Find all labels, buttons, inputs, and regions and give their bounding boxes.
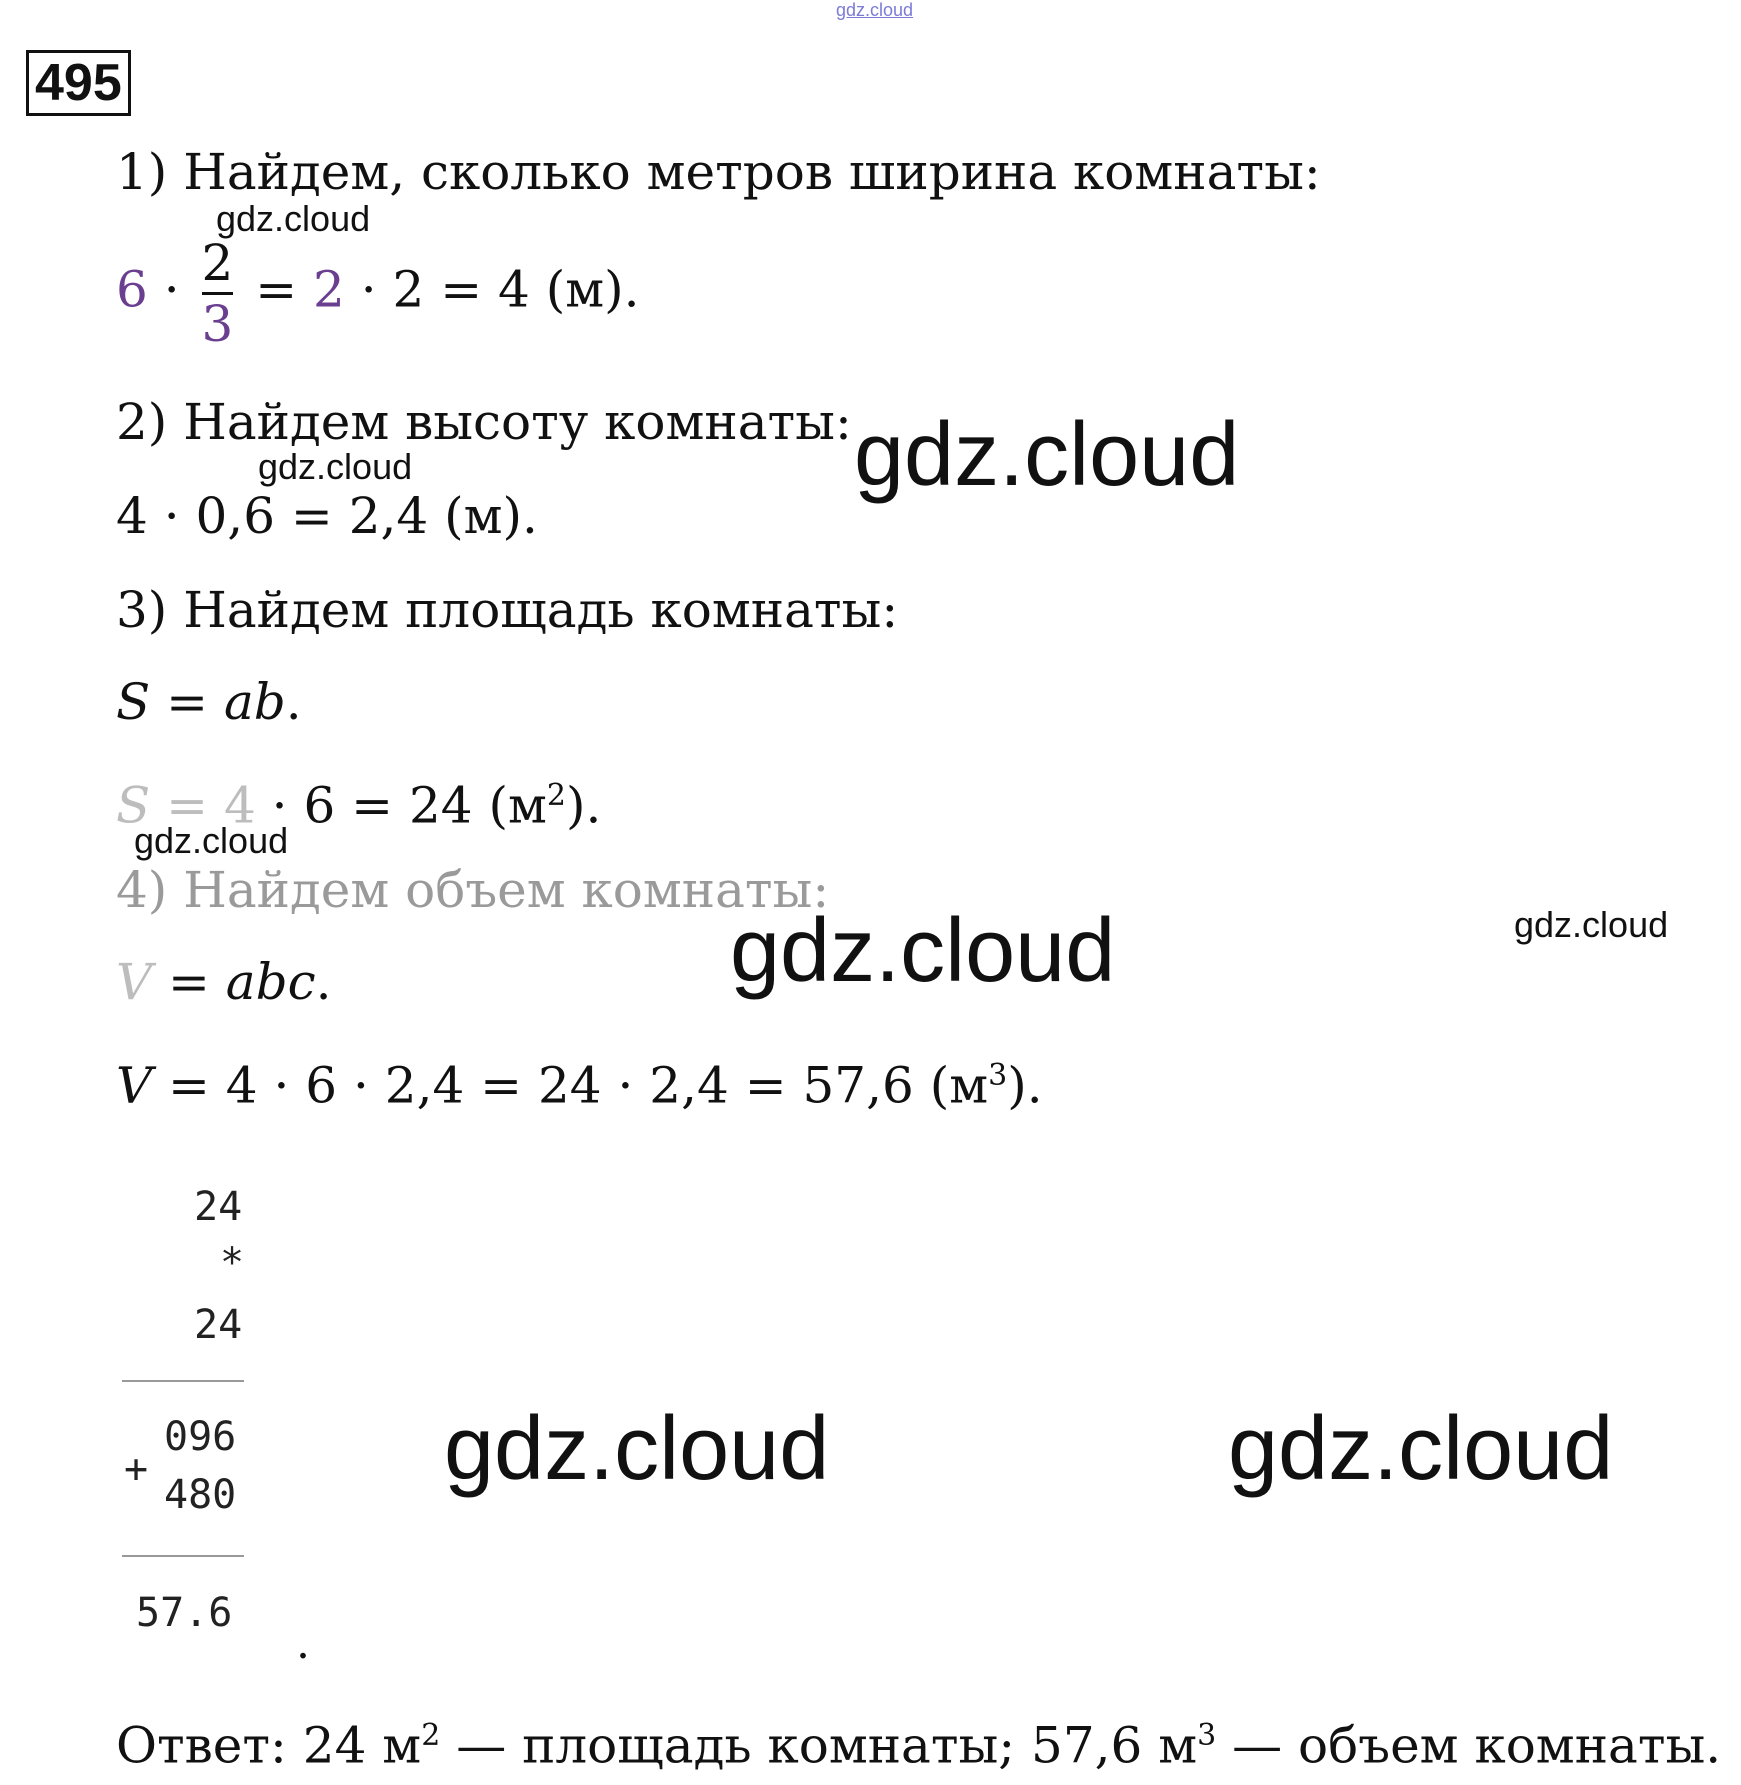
- superscript-2: 2: [546, 778, 566, 813]
- column-end-dot: .: [296, 1618, 310, 1669]
- step1-expression: [116, 234, 640, 353]
- volume-formula-rhs: abc: [225, 953, 316, 1011]
- column-plus-sign: +: [124, 1446, 149, 1492]
- column-multiply-sign: *: [220, 1240, 245, 1286]
- step1-dot: ·: [147, 260, 196, 319]
- fraction-denominator: 3: [201, 295, 234, 353]
- answer-part-3: — объем комнаты.: [1216, 1716, 1722, 1775]
- problem-number: 495: [26, 50, 131, 116]
- eq-sign: =: [150, 673, 224, 731]
- step2-heading: 2) Найдем высоту комнаты:: [116, 393, 852, 451]
- answer-part-1: Ответ: 24 м: [116, 1716, 422, 1775]
- step1-heading: 1) Найдем, сколько метров ширина комнаты:: [116, 143, 1321, 201]
- step1-fraction: [201, 234, 234, 353]
- volume-calc-rest: = 4 · 6 · 2,4 = 24 · 2,4 = 57,6 (м: [152, 1056, 989, 1115]
- step1-eq: =: [239, 260, 313, 319]
- answer-sup-2: 2: [421, 1718, 441, 1753]
- column-rule-2: [122, 1555, 244, 1557]
- watermark-small-2: gdz.cloud: [258, 446, 413, 487]
- step2-expression: 4 · 0,6 = 2,4 (м).: [116, 487, 538, 545]
- step4-formula: [116, 952, 332, 1012]
- volume-symbol: V: [116, 1056, 153, 1115]
- period: .: [315, 953, 332, 1011]
- eq-sign: =: [152, 953, 226, 1011]
- superscript-3: 3: [988, 1058, 1008, 1093]
- column-partial-2: 480: [164, 1472, 237, 1518]
- step3-formula: [116, 672, 302, 732]
- area-formula-rhs: ab: [223, 673, 286, 731]
- step4-heading: 4) Найдем объем комнаты:: [116, 861, 830, 919]
- top-watermark: gdz.cloud: [836, 0, 914, 20]
- answer-part-2: — площадь комнаты; 57,6 м: [440, 1716, 1198, 1775]
- period: .: [285, 673, 302, 731]
- watermark-large-2: gdz.cloud: [730, 901, 1116, 1001]
- watermark-small-1: gdz.cloud: [216, 198, 371, 239]
- area-calc-rest: · 6 = 24 (м: [255, 776, 547, 835]
- step1-rest: · 2 = 4 (м).: [344, 260, 640, 319]
- step4-calculation: [116, 1046, 1043, 1116]
- area-calc-end: ).: [565, 776, 602, 835]
- watermark-large-3: gdz.cloud: [444, 1399, 830, 1499]
- answer-sup-3: 3: [1197, 1718, 1217, 1753]
- column-partial-1: 096: [164, 1414, 237, 1460]
- watermark-large-1: gdz.cloud: [854, 405, 1240, 505]
- step1-a: 6: [116, 260, 148, 319]
- step3-heading: 3) Найдем площадь комнаты:: [116, 581, 899, 639]
- column-result: 57.6: [136, 1590, 233, 1636]
- watermark-small-3: gdz.cloud: [134, 820, 289, 861]
- column-rule-1: [122, 1380, 244, 1382]
- column-factor-b: 24: [194, 1302, 243, 1348]
- fraction-numerator: 2: [202, 238, 234, 295]
- column-factor-a: 24: [194, 1184, 243, 1230]
- step1-b: 2: [313, 260, 345, 319]
- area-symbol: S: [116, 673, 151, 731]
- watermark-small-4: gdz.cloud: [1514, 904, 1669, 945]
- answer-line: [116, 1706, 1721, 1776]
- area-symbol-faded: S: [116, 776, 151, 835]
- volume-symbol-faded: V: [116, 953, 153, 1011]
- volume-calc-end: ).: [1007, 1056, 1043, 1115]
- calc-mid-faded: = 4: [150, 776, 256, 835]
- watermark-large-4: gdz.cloud: [1228, 1399, 1614, 1499]
